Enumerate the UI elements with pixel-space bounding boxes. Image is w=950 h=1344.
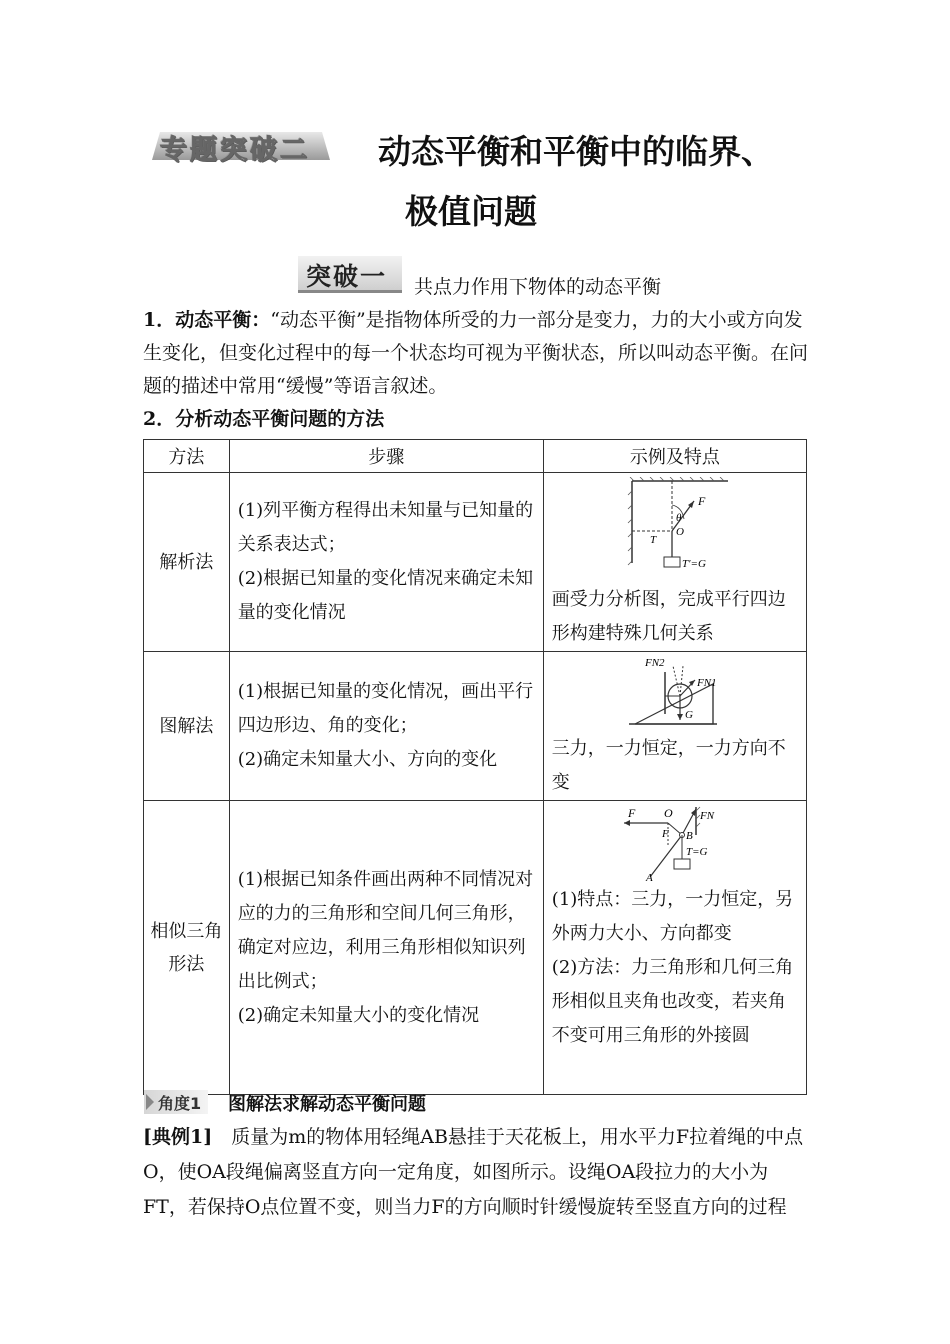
table-row	[144, 473, 807, 652]
section-title: 共点力作用下物体的动态平衡	[414, 276, 662, 298]
page-title-line2: 极值问题	[405, 192, 537, 231]
item2-label: 2．分析动态平衡问题的方法	[143, 408, 385, 430]
page-title-line1: 动态平衡和平衡中的临界、	[378, 132, 774, 171]
table-header-row	[144, 440, 807, 473]
example-cell	[543, 652, 806, 801]
label-A: A	[645, 872, 653, 883]
label-Tprime: T′=G	[681, 558, 706, 570]
label-theta: θ	[675, 512, 682, 524]
table-row	[144, 652, 807, 801]
label-O: O	[663, 806, 673, 820]
label-F2: F	[661, 828, 669, 840]
method-cell: 图解法	[144, 652, 230, 801]
step-line: (2)确定未知量大小、方向的变化	[237, 749, 498, 770]
method-cell: 解析法	[144, 473, 230, 652]
angle-tag-label: 角度1	[158, 1094, 202, 1113]
example-text: 三力，一力恒定，一力方向不变	[551, 738, 786, 793]
header-method: 方法	[144, 440, 230, 473]
label-FN2: FN2	[644, 657, 665, 669]
step-line: (1)根据已知量的变化情况，画出平行四边形边、角的变化；	[237, 681, 534, 736]
play-icon	[146, 1094, 154, 1110]
label-T: T=G	[685, 846, 708, 858]
method-cell: 相似三角形法	[144, 801, 230, 1095]
example-label: [典例1]	[143, 1126, 213, 1148]
section-badge	[298, 256, 402, 293]
item1-text: “动态平衡”是指物体所受的力一部分是变力，力的大小或方向发生变化，但变化过程中的每一个状态均可视为平衡状态，所以叫动态平衡。在问题的描述中常用“缓慢”等语言叙述。	[143, 309, 809, 397]
label-FN: FN	[699, 810, 714, 822]
example-paragraph	[143, 1120, 808, 1225]
example-text: 质量为m的物体用轻绳AB悬挂于天花板上，用水平力F拉着绳的中点O，使OA段绳偏离竖直方向一定角度，如图所示。设绳OA段拉力的大小为FT，若保持O点位置不变，则当力F的方向顺时针缓慢旋转至竖直方向的过程	[143, 1126, 804, 1218]
step-line: (2)确定未知量大小的变化情况	[237, 1004, 480, 1026]
steps-cell	[229, 652, 543, 801]
example-text: (1)特点：三力，一力恒定，另外两力大小、方向都变	[551, 889, 794, 944]
example-cell	[543, 473, 806, 652]
steps-cell	[229, 801, 543, 1095]
step-line: (2)根据已知量的变化情况来确定未知量的变化情况	[237, 568, 534, 623]
methods-table	[143, 439, 807, 1095]
table-row	[144, 801, 807, 1095]
section-badge-label: 突破一	[306, 262, 388, 291]
label-F: F	[697, 494, 706, 508]
similar-triangle-figure	[620, 805, 730, 883]
label-FN1: FN1	[696, 677, 717, 689]
topic-badge: 专题突破二	[160, 135, 310, 166]
label-B: B	[685, 830, 693, 842]
steps-cell	[229, 473, 543, 652]
header-steps: 步骤	[229, 440, 543, 473]
step-line: (1)根据已知条件画出两种不同情况对应的力的三角形和空间几何三角形，确定对应边，利用三角形相似知识列出比例式；	[237, 868, 534, 992]
angle-title: 图解法求解动态平衡问题	[228, 1094, 426, 1115]
step-line: (1)列平衡方程得出未知量与已知量的关系表达式；	[237, 500, 534, 555]
label-G: G	[684, 709, 693, 721]
graphic-method-figure	[625, 654, 725, 730]
analytic-method-figure	[620, 477, 730, 573]
example-cell	[543, 801, 806, 1095]
header-example: 示例及特点	[543, 440, 806, 473]
example-text: (2)方法：力三角形和几何三角形相似且夹角也改变，若夹角不变可用三角形的外接圆	[551, 957, 794, 1046]
label-O: O	[675, 526, 684, 538]
label-F: F	[627, 806, 636, 820]
item1-paragraph	[143, 304, 808, 403]
label-T: T	[649, 534, 657, 546]
example-text: 画受力分析图，完成平行四边形构建特殊几何关系	[551, 589, 786, 644]
item1-label: 1．动态平衡：	[143, 309, 271, 331]
